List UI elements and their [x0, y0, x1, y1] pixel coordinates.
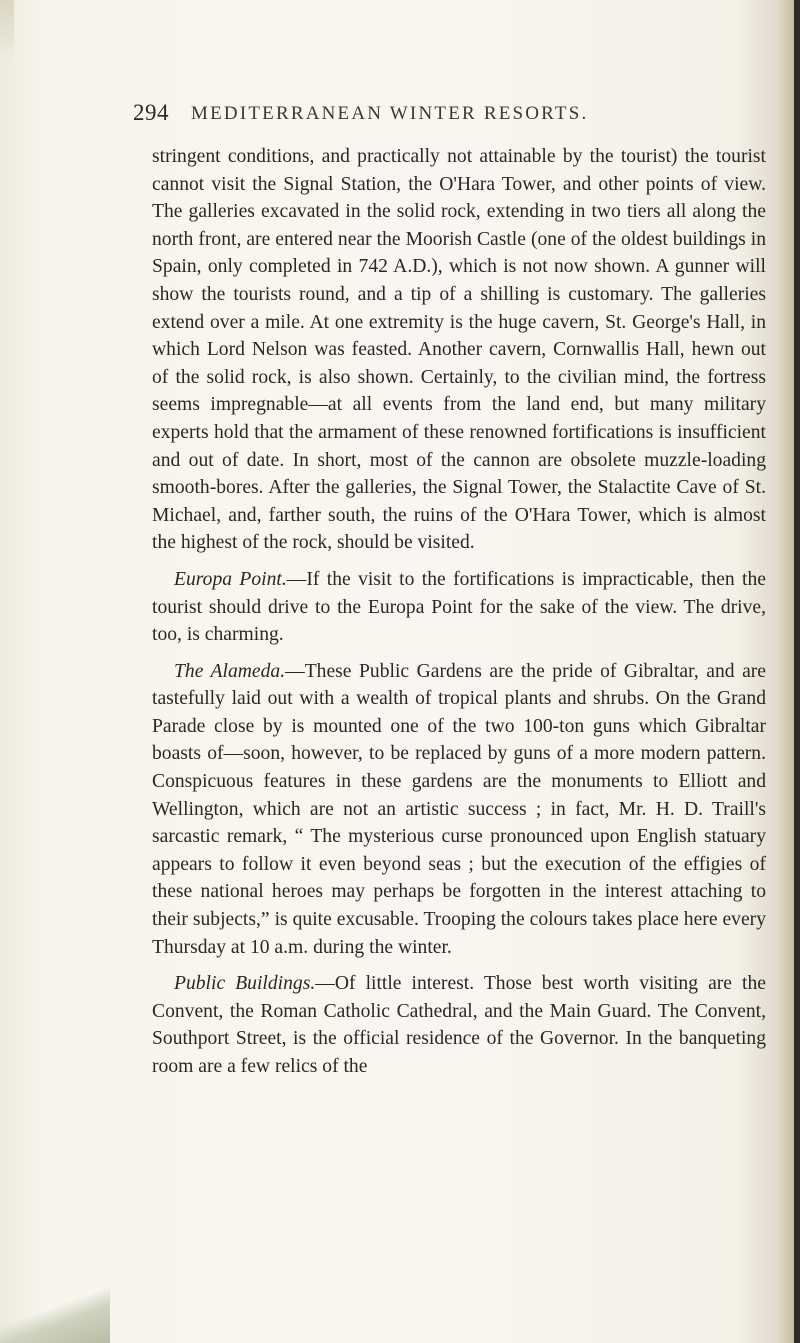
paragraph-text: —If the visit to the fortifications is impracticable, then the tourist should drive to the Europa Point for the sake of the view. The drive, too, is charming.	[152, 568, 766, 646]
section-lead-public-buildings: Public Buildings.	[174, 973, 316, 995]
page-header	[133, 100, 773, 130]
section-lead-europa-point: Europa Point.	[174, 568, 287, 590]
body-text	[152, 143, 766, 1081]
section-lead-alameda: The Alameda.	[174, 660, 286, 682]
paragraph-public-buildings	[152, 970, 766, 1080]
paragraph-text: —These Public Gardens are the pride of Gibraltar, and are tastefully laid out with a wealth of tropical plants and shrubs. On the Grand Parade close by is mounted one of the two 100-ton guns which Gibraltar boasts of—soon, however, to be replaced by guns of a more modern pattern. Conspicuous features in these gardens are the monuments to Elliott and Wellington, which are not an artistic success ; in fact, Mr. H. D. Traill's sarcastic remark, “ The mysterious curse pronounced upon English statuary appears to follow it even beyond seas ; but the execution of the effigies of these national heroes may perhaps be forgotten in the interest attaching to their subjects,” is quite excusable. Trooping the colours takes place here every Thursday at 10 a.m. during the winter.	[152, 660, 766, 958]
page-corner-curl	[0, 1288, 110, 1343]
paragraph-fortifications	[152, 143, 766, 557]
running-head: MEDITERRANEAN WINTER RESORTS.	[191, 103, 589, 124]
paragraph-text: —Of little interest. Those best worth visiting are the Convent, the Roman Catholic Cathedral, and the Main Guard. The Convent, Southport Street, is the official residence of the Governor. In the banqueting room are a few relics of the	[152, 973, 766, 1077]
paragraph-alameda	[152, 658, 766, 962]
binding-edge	[794, 0, 800, 1343]
paragraph-europa-point	[152, 566, 766, 649]
page-corner-shadow	[0, 0, 14, 60]
page-number: 294	[133, 100, 169, 125]
paragraph-text: stringent conditions, and practically not attainable by the tourist) the tourist cannot visit the Signal Station, the O'Hara Tower, and other points of view. The galleries excavated in the solid rock, extending in two tiers all along the north front, are entered near the Moorish Castle (one of the oldest buildings in Spain, only completed in 742 A.D.), which is not now shown. A gunner will show the tourists round, and a tip of a shilling is customary. The galleries extend over a mile. At one extremity is the huge cavern, St. George's Hall, in which Lord Nelson was feasted. Another cavern, Cornwallis Hall, hewn out of the solid rock, is also shown. Certainly, to the civilian mind, the fortress seems impregnable—at all events from the land end, but many military experts hold that the armament of these renowned fortifications is insufficient and out of date. In short, most of the cannon are obsolete muzzle-loading smooth-bores. After the galleries, the Signal Tower, the Stalactite Cave of St. Michael, and, farther south, the ruins of the O'Hara Tower, which is almost the highest of the rock, should be visited.	[152, 146, 766, 554]
